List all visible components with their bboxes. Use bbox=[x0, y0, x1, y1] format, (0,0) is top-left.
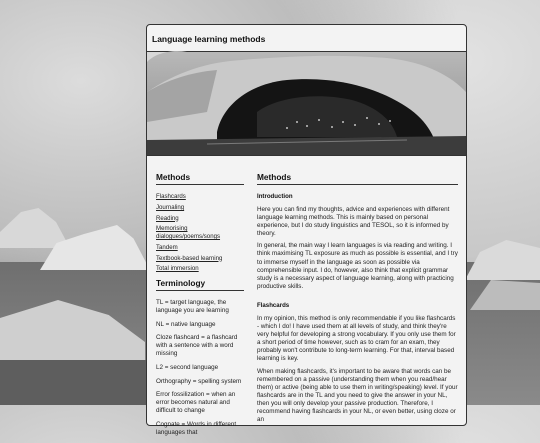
nav-link-tandem[interactable]: Tandem bbox=[156, 243, 178, 251]
page-title: Language learning methods bbox=[152, 34, 266, 44]
nav-link-reading[interactable]: Reading bbox=[156, 214, 179, 222]
nav-link-flashcards[interactable]: Flashcards bbox=[156, 193, 186, 200]
nav-link-memorising[interactable]: Memorising dialogues/poems/songs bbox=[156, 225, 221, 240]
sidebar bbox=[156, 172, 244, 443]
background-water bbox=[0, 360, 150, 405]
background-iceberg bbox=[0, 208, 70, 248]
background-iceberg bbox=[465, 240, 540, 280]
intro-paragraph: In general, the main way I learn languages is via reading and writing. I think maximising TL exposure as much as possible is essential, and I try to immerse myself in the language as soon as possible via comprehensible input. I do, however, also think that explicit grammar study is a necessary aspect of language learning, along with practicing productive skills. bbox=[257, 242, 458, 290]
term-item: Cloze flashcard = a flashcard with a sentence with a word missing bbox=[156, 334, 238, 358]
term-item: Cognate = Words in different languages that bbox=[156, 420, 237, 436]
nav-link-journaling[interactable]: Journaling bbox=[156, 203, 185, 211]
flashcards-paragraph: When making flashcards, it's important to be aware that words can be remembered on a passive (understanding them when you read/hear them) or active (being able to use them in writing/speaking) level. If your flashcards are in the TL and you need to give the answer in your NL, then you will only develop your passive production. Therefore, I recommend having flashcards in your NL, or even better, using cloze or an bbox=[257, 367, 458, 424]
term-item: TL = target language, the language you are learning bbox=[156, 298, 229, 314]
intro-heading: Introduction bbox=[257, 193, 293, 200]
term-item: NL = native language bbox=[156, 320, 216, 328]
sidebar-terminology-heading: Terminology bbox=[156, 278, 244, 291]
sidebar-methods-heading: Methods bbox=[156, 172, 244, 185]
term-item: Orthography = spelling system bbox=[156, 377, 242, 385]
main-heading: Methods bbox=[257, 172, 458, 185]
header-banner-image bbox=[147, 51, 466, 156]
nav-link-textbook[interactable]: Textbook-based learning bbox=[156, 254, 223, 262]
method-nav-list bbox=[156, 193, 244, 273]
main-content bbox=[257, 172, 458, 428]
term-item: Error fossilization = when an error becomes natural and difficult to change bbox=[156, 391, 236, 415]
flashcards-paragraph: In my opinion, this method is only recommendable if you like flashcards - which I do! I have used them at all levels of study, and think they're very helpful for developing a strong vocabulary. If you only use them for a short period of time however, such as to cram for an exam, they probably won't contribute to long-term learning. For that, interval based learning is key. bbox=[257, 314, 456, 363]
nav-link-immersion[interactable]: Total immersion bbox=[156, 265, 199, 273]
terminology-list bbox=[156, 299, 244, 437]
intro-paragraph: Here you can find my thoughts, advice and experiences with different language learning methods. This is mainly based on personal experience, but I do study linguistics and TESOL, so it is informed by theory. bbox=[257, 206, 450, 238]
term-item: L2 = second language bbox=[156, 363, 219, 371]
content-card bbox=[146, 24, 467, 436]
flashcards-heading: Flashcards bbox=[257, 301, 290, 309]
